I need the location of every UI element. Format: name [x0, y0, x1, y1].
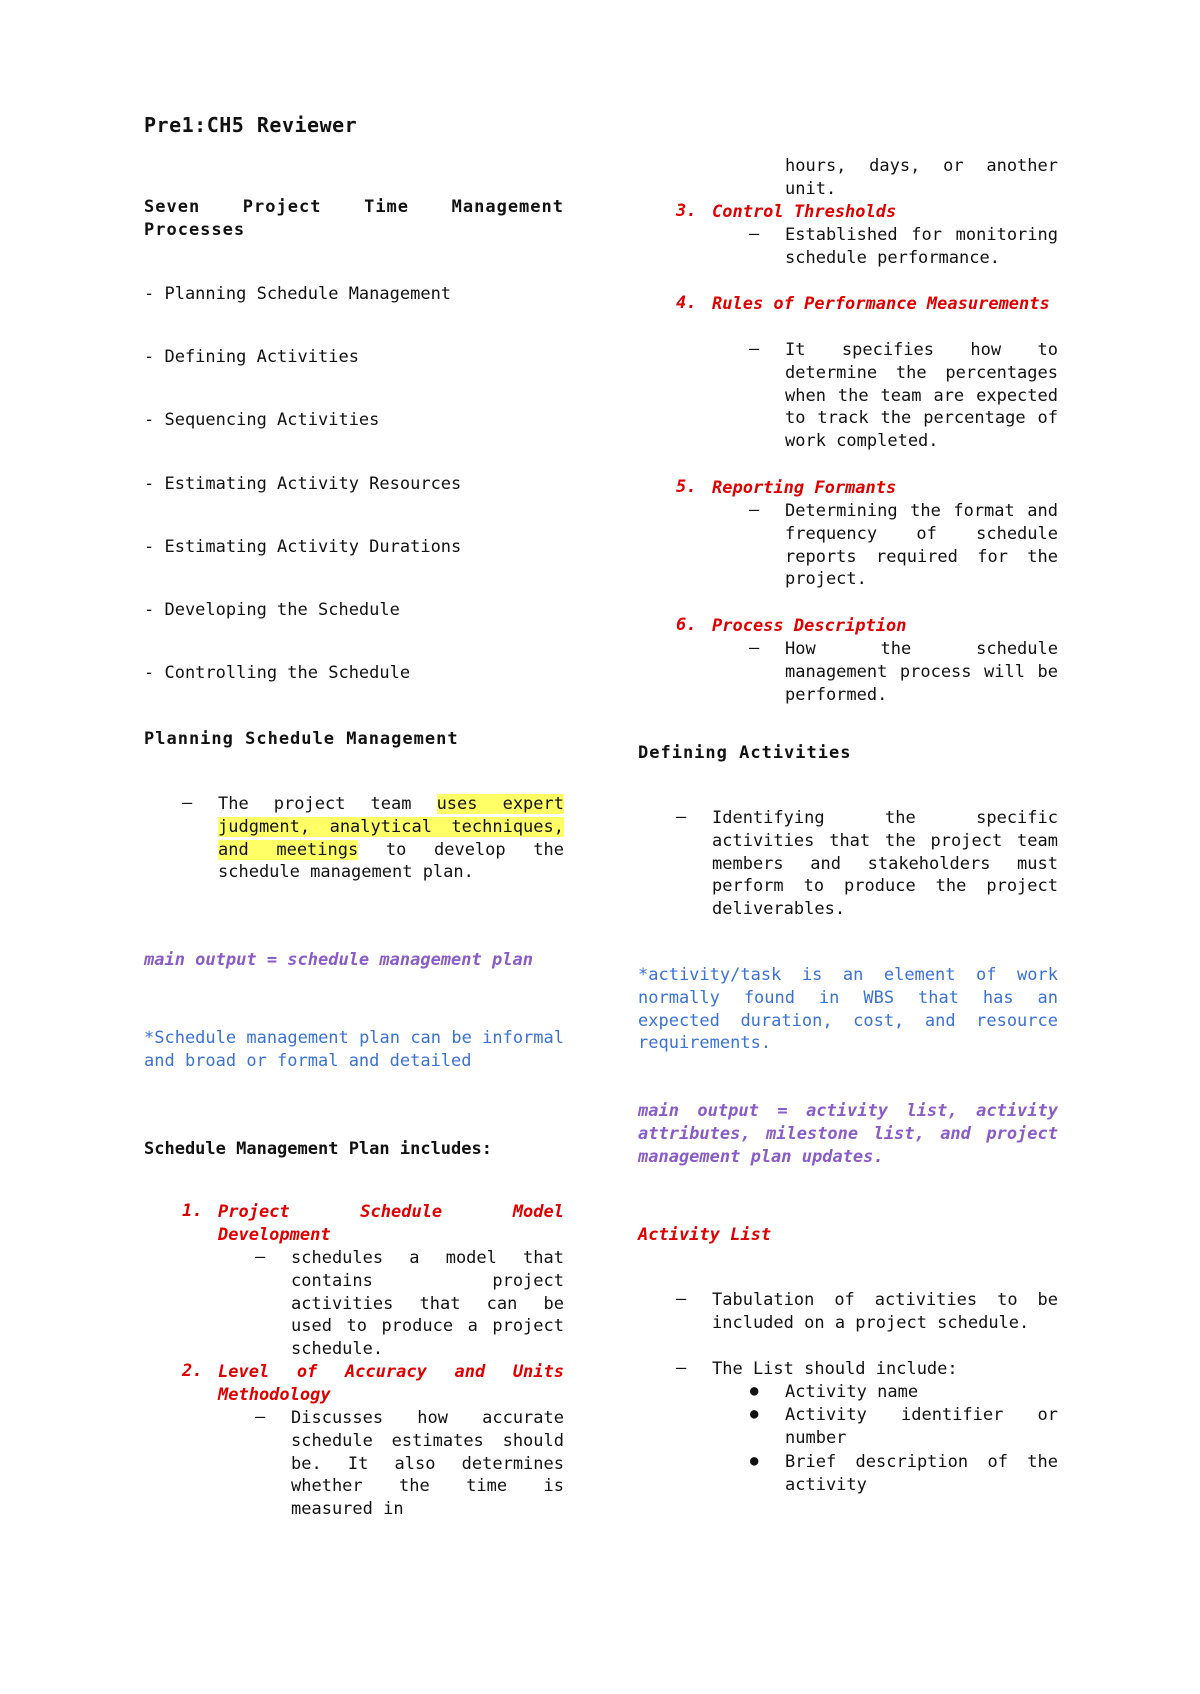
defining-activities-heading: Defining Activities [638, 743, 852, 763]
list-item-description: Established for monitoring schedule performance. [785, 225, 1058, 268]
process-item: - Estimating Activity Durations [144, 537, 462, 557]
list-item-description: Discusses how accurate schedule estimates should be. It also determines whether the time is measured in [291, 1408, 564, 1520]
process-item: - Estimating Activity Resources [144, 474, 462, 494]
bullet-marker: ● [750, 1406, 759, 1422]
list-number: 6. [676, 615, 697, 635]
list-number: 4. [676, 293, 697, 313]
list-item-description: How the schedule management process will be performed. [785, 639, 1058, 705]
dash-marker: – [676, 1358, 687, 1378]
process-item: - Defining Activities [144, 347, 359, 367]
activity-list-bullet: Brief description of the activity [785, 1452, 1058, 1495]
list-item-title: Level of Accuracy and Units Methodology [218, 1362, 564, 1405]
psm-description [218, 793, 564, 884]
dash-marker: – [676, 807, 687, 827]
list-number: 1. [182, 1201, 203, 1221]
list-item-title: Rules of Performance Measurements [712, 294, 1050, 314]
dash-marker: – [749, 339, 760, 359]
process-item: - Developing the Schedule [144, 600, 400, 620]
list-item-title: Project Schedule Model Development [218, 1202, 564, 1245]
activity-list-bullet: Activity name [785, 1382, 919, 1402]
highlighted-text: uses expert judgment, analytical techniques, and meetings [218, 794, 564, 860]
schedule-plan-note: *Schedule management plan can be informal and broad or formal and detailed [144, 1028, 564, 1071]
bullet-marker: ● [750, 1383, 759, 1399]
main-output-note: main output = schedule management plan [144, 950, 533, 970]
dash-marker: – [255, 1247, 266, 1267]
activity-list-heading: Activity List [638, 1225, 772, 1245]
dash-marker: – [255, 1407, 266, 1427]
bullet-marker: ● [750, 1453, 759, 1469]
list-number: 3. [676, 201, 697, 221]
list-number: 2. [182, 1361, 203, 1381]
list-item-description: It specifies how to determine the percentages when the team are expected to track the percentage of work completed. [785, 340, 1058, 452]
list-item-title: Process Description [712, 616, 907, 636]
main-output-note: main output = activity list, activity attributes, milestone list, and project management plan updates. [638, 1101, 1058, 1167]
dash-marker: – [749, 224, 760, 244]
list-item-title: Reporting Formants [712, 478, 897, 498]
continuation-text: hours, days, or another unit. [785, 156, 1058, 199]
activity-list-point: Tabulation of activities to be included on a project schedule. [712, 1290, 1058, 1333]
seven-processes-heading: Seven Project Time Management Processes [144, 197, 564, 240]
list-item-description: Determining the format and frequency of schedule reports required for the project. [785, 501, 1058, 590]
plan-includes-heading: Schedule Management Plan includes: [144, 1139, 492, 1159]
activity-list-bullet: Activity identifier or number [785, 1405, 1058, 1448]
activity-list-point: The List should include: [712, 1359, 958, 1379]
dash-marker: – [749, 638, 760, 658]
process-item: - Controlling the Schedule [144, 663, 411, 683]
psm-text-post: to develop the schedule management plan. [218, 839, 564, 883]
list-item-title: Control Thresholds [712, 202, 897, 222]
activity-task-note: *activity/task is an element of work normally found in WBS that has an expected duration, cost, and resource requirements. [638, 965, 1058, 1054]
list-item-description: schedules a model that contains project activities that can be used to produce a project schedule. [291, 1248, 564, 1360]
psm-text-pre: The project team [218, 794, 437, 814]
dash-marker: – [182, 793, 193, 813]
dash-marker: – [749, 500, 760, 520]
list-number: 5. [676, 477, 697, 497]
planning-schedule-management-heading: Planning Schedule Management [144, 729, 459, 749]
defining-activities-description: Identifying the specific activities that the project team members and stakeholders must perform to produce the project deliverables. [712, 808, 1058, 920]
process-item: - Sequencing Activities [144, 410, 380, 430]
document-title: Pre1:CH5 Reviewer [144, 113, 358, 137]
process-item: - Planning Schedule Management [144, 284, 452, 304]
dash-marker: – [676, 1289, 687, 1309]
